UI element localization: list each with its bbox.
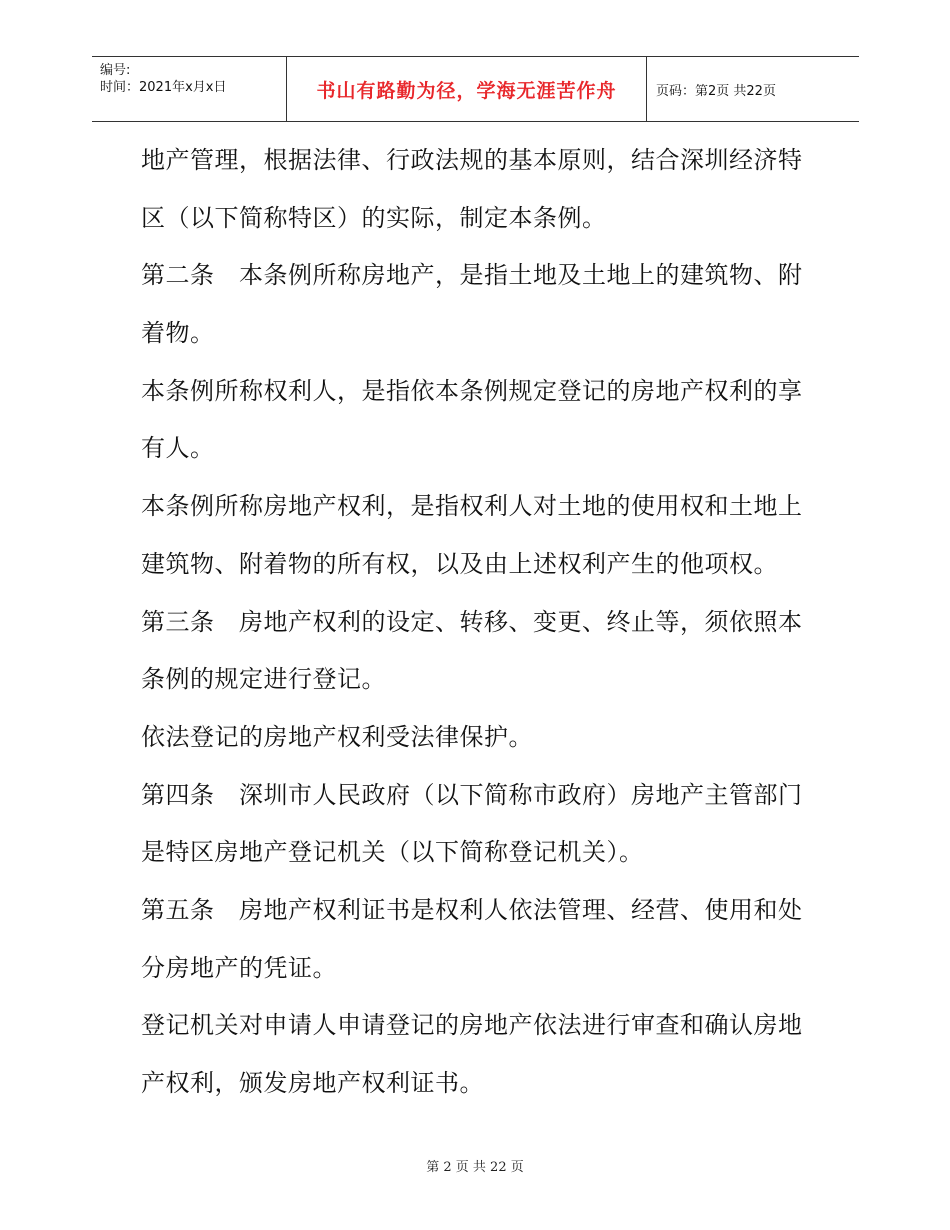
text-line: 是特区房地产登记机关（以下简称登记机关）。 — [141, 838, 644, 867]
text-line: 区（以下简称特区）的实际，制定本条例。 — [141, 203, 607, 232]
text-line: 本条例所称权利人，是指依本条例规定登记的房地产权利的享 — [141, 376, 803, 405]
header-page-info: 页码：第2页 共22页 — [656, 83, 776, 99]
text-line: 依法登记的房地产权利受法律保护。 — [141, 722, 533, 751]
text-line: 产权利，颁发房地产权利证书。 — [141, 1069, 484, 1097]
page-footer: 第 2 页 共 22 页 — [426, 1160, 524, 1175]
header-motto: 书山有路勤为径，学海无涯苦作舟 — [316, 79, 617, 102]
document-body — [141, 138, 831, 1119]
page-header — [92, 56, 859, 122]
header-meta — [100, 62, 288, 96]
text-line: 本条例所称房地产权利，是指权利人对土地的使用权和土地上 — [141, 492, 803, 521]
text-line: 着物。 — [141, 319, 215, 348]
text-line: 条例的规定进行登记。 — [141, 665, 386, 694]
text-line: 第二条 本条例所称房地产，是指土地及土地上的建筑物、附 — [141, 261, 803, 290]
text-line: 分房地产的凭证。 — [141, 953, 337, 982]
text-line: 有人。 — [141, 434, 215, 463]
text-line: 第四条 深圳市人民政府（以下简称市政府）房地产主管部门 — [141, 780, 803, 809]
header-divider — [646, 57, 647, 121]
time-label: 时间：2021年x月x日 — [100, 80, 227, 95]
text-line: 地产管理，根据法律、行政法规的基本原则，结合深圳经济特 — [141, 146, 803, 174]
text-line: 建筑物、附着物的所有权，以及由上述权利产生的他项权。 — [141, 549, 778, 578]
text-line: 登记机关对申请人申请登记的房地产依法进行审查和确认房地 — [141, 1011, 803, 1040]
text-line: 第五条 房地产权利证书是权利人依法管理、经营、使用和处 — [141, 895, 803, 924]
text-line: 第三条 房地产权利的设定、转移、变更、终止等，须依照本 — [141, 607, 803, 636]
serial-label: 编号: — [100, 63, 131, 78]
